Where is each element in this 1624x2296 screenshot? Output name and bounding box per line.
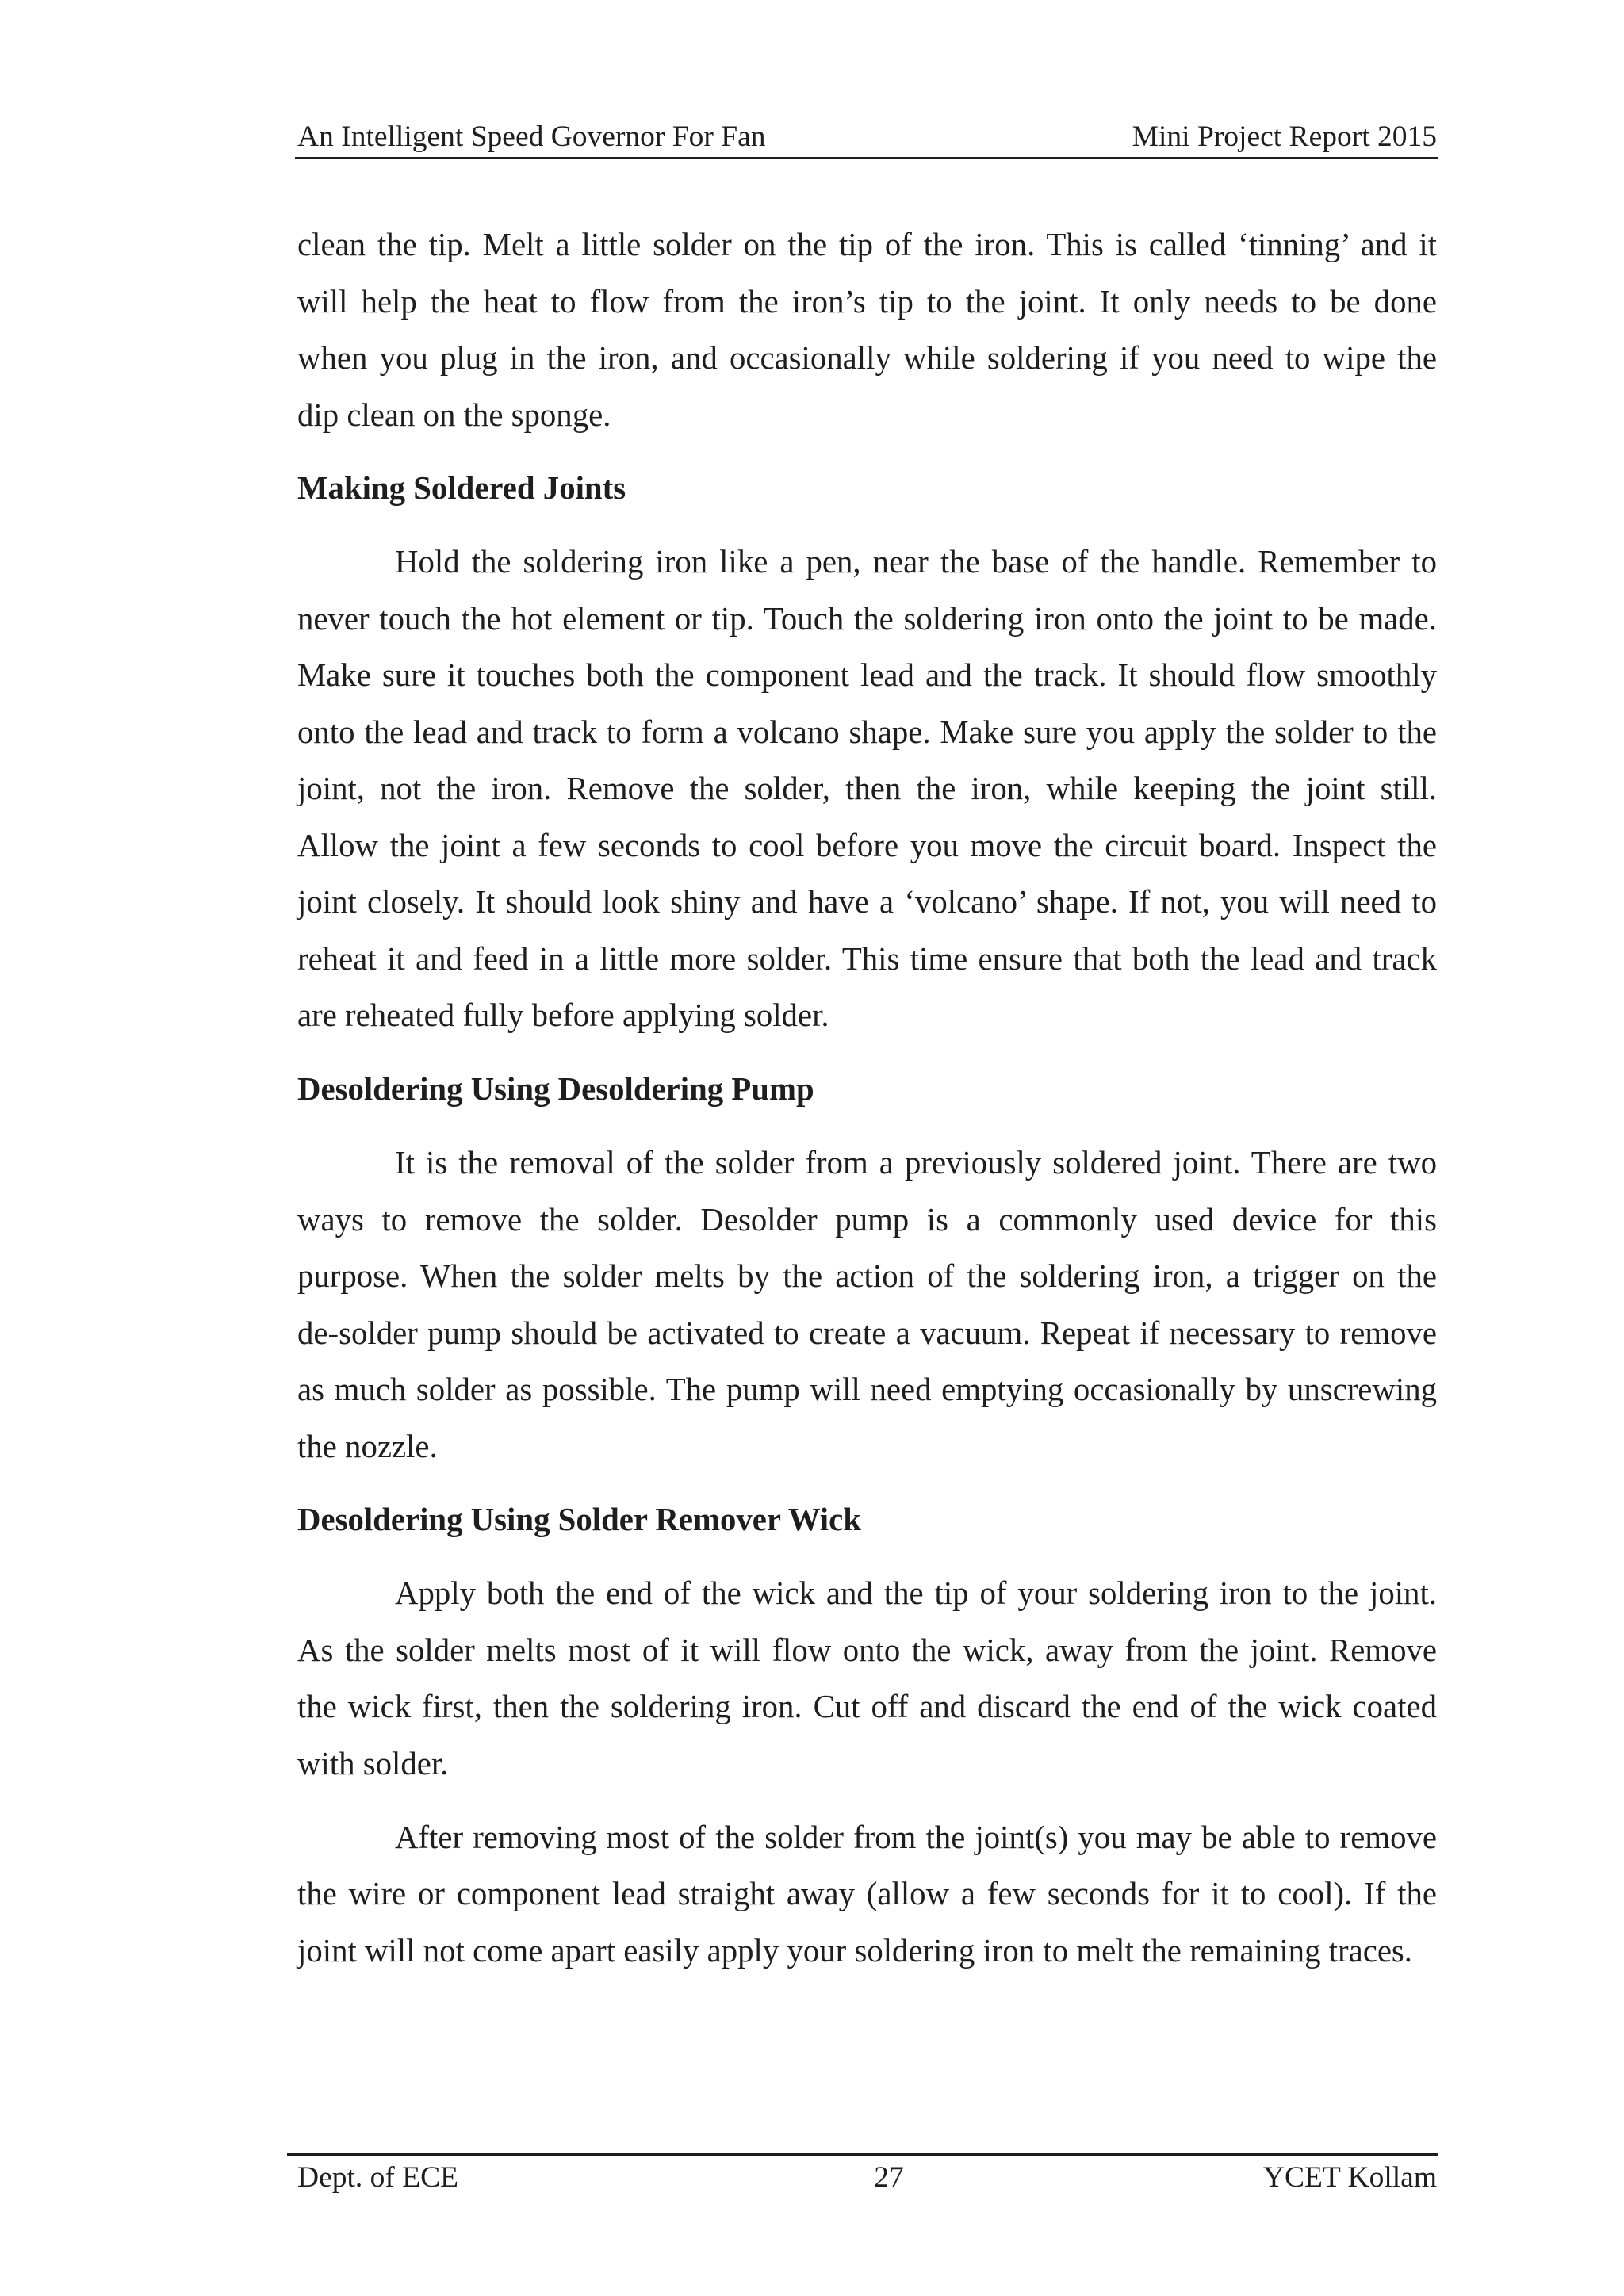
text-line: Make sure it touches both the component lead and the track. It should flow smoothly — [297, 657, 1437, 694]
text-line: the wick first, then the soldering iron. Cut off and discard the end of the wick coated — [297, 1689, 1437, 1725]
text-line: are reheated fully before applying solder. — [297, 997, 829, 1034]
header-report-label: Mini Project Report 2015 — [1132, 121, 1437, 153]
section-heading-making-soldered-joints: Making Soldered Joints — [297, 470, 626, 507]
text-line: dip clean on the sponge. — [297, 396, 611, 433]
paragraph-solder-wick-1 — [297, 1565, 1437, 1792]
text-line: with solder. — [297, 1745, 449, 1781]
text-line: After removing most of the solder from the joint(s) you may be able to remove — [395, 1819, 1437, 1855]
text-line: clean the tip. Melt a little solder on the tip of the iron. This is called ‘tinning’ and it — [297, 227, 1437, 262]
text-line: joint, not the iron. Remove the solder, then the iron, while keeping the joint still. — [297, 771, 1437, 807]
text-line: will help the heat to flow from the iron’s tip to the joint. It only needs to be done — [297, 283, 1437, 320]
text-line: de-solder pump should be activated to create a vacuum. Repeat if necessary to remove — [297, 1314, 1437, 1351]
text-line: as much solder as possible. The pump will need emptying occasionally by unscrewing — [297, 1372, 1437, 1408]
footer-college: YCET Kollam — [1262, 2161, 1437, 2194]
text-line: joint will not come apart easily apply your soldering iron to melt the remaining traces. — [297, 1932, 1412, 1969]
text-line: Allow the joint a few seconds to cool before you move the circuit board. Inspect the — [297, 827, 1437, 863]
paragraph-desoldering-pump — [297, 1135, 1437, 1475]
text-line: It is the removal of the solder from a previously soldered joint. There are two — [395, 1144, 1437, 1181]
text-line: Apply both the end of the wick and the tip of your soldering iron to the joint. — [395, 1575, 1437, 1612]
text-line: As the solder melts most of it will flow onto the wick, away from the joint. Remove — [297, 1632, 1437, 1668]
page-body — [297, 216, 1437, 1979]
header-title: An Intelligent Speed Governor For Fan — [297, 121, 766, 153]
header-rule — [295, 157, 1438, 159]
section-heading-solder-remover-wick: Desoldering Using Solder Remover Wick — [297, 1502, 861, 1538]
text-line: purpose. When the solder melts by the action of the soldering iron, a trigger on the — [297, 1258, 1437, 1295]
text-line: reheat it and feed in a little more solder. This time ensure that both the lead and track — [297, 940, 1437, 977]
text-line: when you plug in the iron, and occasionally while soldering if you need to wipe the — [297, 340, 1437, 377]
paragraph-making-joints — [297, 534, 1437, 1044]
text-line: the nozzle. — [297, 1428, 438, 1464]
text-line: the wire or component lead straight away (allow a few seconds for it to cool). If the — [297, 1876, 1437, 1912]
footer-rule — [287, 2153, 1438, 2156]
text-line: ways to remove the solder. Desolder pump is a commonly used device for this — [297, 1201, 1437, 1238]
section-heading-desoldering-pump: Desoldering Using Desoldering Pump — [297, 1071, 814, 1108]
text-line: Hold the soldering iron like a pen, near the base of the handle. Remember to — [395, 544, 1437, 580]
paragraph-solder-wick-2 — [297, 1809, 1437, 1980]
text-line: onto the lead and track to form a volcano shape. Make sure you apply the solder to the — [297, 714, 1437, 750]
text-line: joint closely. It should look shiny and have a ‘volcano’ shape. If not, you will need to — [297, 884, 1437, 920]
paragraph-intro — [297, 216, 1437, 443]
footer-department: Dept. of ECE — [297, 2161, 459, 2194]
page-number: 27 — [874, 2161, 904, 2194]
text-line: never touch the hot element or tip. Touch the soldering iron onto the joint to be made. — [297, 600, 1437, 637]
